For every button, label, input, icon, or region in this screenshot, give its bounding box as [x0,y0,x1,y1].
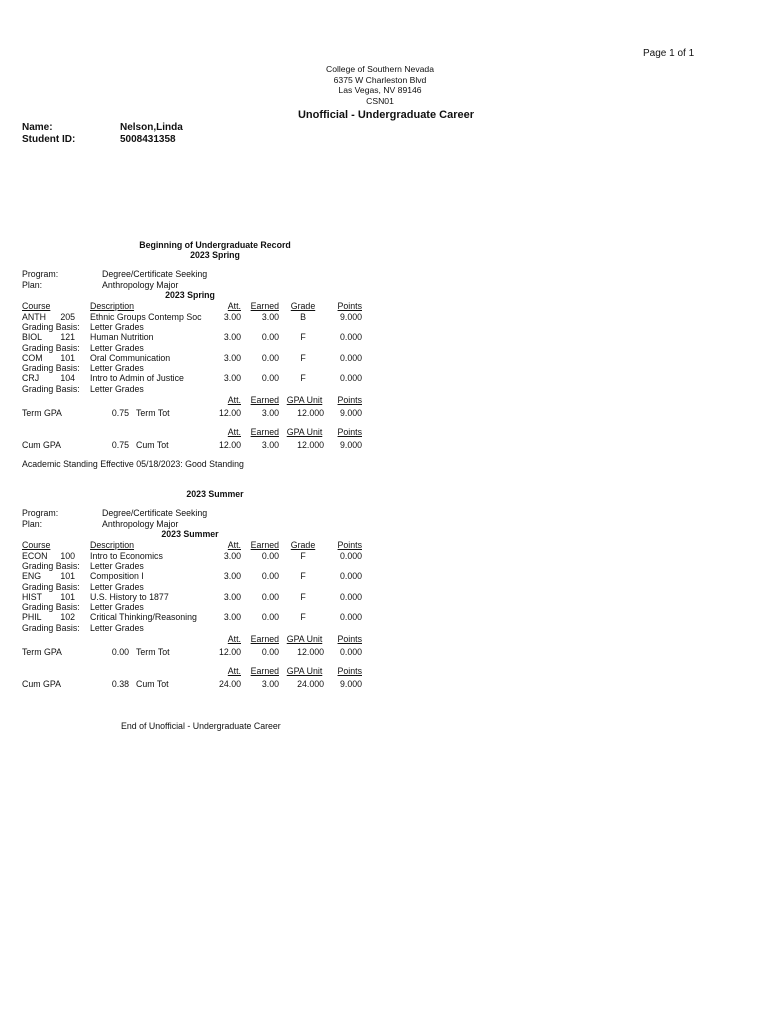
tot-col-earned: Earned [250,394,279,405]
course-description: Oral Communication [90,352,171,363]
course-subject: ENG [22,571,42,581]
col-course: Course [22,540,51,550]
course-number: 101 [60,571,75,581]
course-earned: 0.00 [261,550,279,561]
grading-basis-value: Letter Grades [90,622,144,633]
tot-col-points: Points [337,394,362,405]
col-earned: Earned [250,540,279,550]
page-number: Page 1 of 1 [643,48,695,59]
cum-tot-earned: 3.00 [261,439,279,450]
course-earned: 0.00 [261,352,279,363]
grading-basis-value: Letter Grades [90,602,144,612]
document-title: Unofficial - Undergraduate Career [297,109,475,121]
record-begin: Beginning of Undergraduate Record [139,240,291,250]
cum-col-points: Points [337,426,362,437]
grading-basis-value: Letter Grades [90,383,144,394]
course-att: 3.00 [223,591,241,602]
course-number: 102 [60,612,75,622]
end-of-record: End of Unofficial - Undergraduate Career [121,721,281,731]
term-gpa-label: Term GPA [22,407,62,418]
institution-address-line1: 6375 W Charleston Blvd [333,74,427,85]
course-grade: F [300,591,306,602]
col-earned: Earned [250,301,279,311]
grading-basis-label: Grading Basis: [22,622,80,633]
tot-col-att: Att. [227,633,241,644]
cum-tot-att: 24.00 [218,678,241,689]
cum-col-gpa-unit: GPA Unit [286,665,323,676]
name-label: Name: [22,122,53,133]
cum-col-gpa-unit: GPA Unit [286,426,323,437]
tot-col-points: Points [337,633,362,644]
cum-gpa-value: 0.75 [111,439,129,450]
course-grade: F [300,373,306,383]
grading-basis-label: Grading Basis: [22,561,80,571]
course-grade: F [300,550,306,561]
col-course: Course [22,301,51,311]
col-att: Att. [227,301,241,311]
tot-col-earned: Earned [250,633,279,644]
term-subheading: 2023 Summer [161,529,219,539]
cum-gpa-label: Cum GPA [22,678,61,689]
course-number: 205 [60,311,75,322]
cum-col-earned: Earned [250,426,279,437]
student-id: 5008431358 [120,134,176,145]
term-tot-points: 9.000 [339,407,362,418]
course-points: 0.000 [339,571,362,581]
grading-basis-label: Grading Basis: [22,342,80,353]
term-heading: 2023 Summer [186,489,244,499]
cum-tot-att: 12.00 [218,439,241,450]
course-att: 3.00 [223,352,241,363]
course-subject: PHIL [22,612,42,622]
course-points: 0.000 [339,591,362,602]
cum-tot-gpa-unit: 12.000 [297,439,324,450]
col-points: Points [337,301,362,311]
course-description: Critical Thinking/Reasoning [90,612,197,622]
course-description: Human Nutrition [90,332,154,342]
institution-name: College of Southern Nevada [326,64,434,74]
course-description: U.S. History to 1877 [90,591,169,602]
course-earned: 0.00 [261,591,279,602]
plan-value: Anthropology Major [102,279,179,290]
term-tot-gpa-unit: 12.000 [297,407,324,418]
course-grade: F [300,352,306,363]
course-earned: 0.00 [261,373,279,383]
term-gpa-value: 0.75 [111,407,129,418]
grading-basis-value: Letter Grades [90,363,144,373]
course-grade: F [300,332,306,342]
col-grade: Grade [290,301,316,311]
course-att: 3.00 [223,550,241,561]
tot-col-gpa-unit: GPA Unit [286,394,323,405]
program-value: Degree/Certificate Seeking [102,269,208,279]
student-name: Nelson,Linda [120,122,183,133]
course-points: 0.000 [339,352,362,363]
course-description: Ethnic Groups Contemp Soc [90,311,202,322]
academic-standing: Academic Standing Effective 05/18/2023: Good Standing [22,458,244,469]
cum-gpa-value: 0.38 [111,678,129,689]
grading-basis-label: Grading Basis: [22,363,80,373]
course-earned: 3.00 [261,311,279,322]
col-att: Att. [227,540,241,550]
cum-gpa-label: Cum GPA [22,439,61,450]
course-description: Intro to Admin of Justice [90,373,184,383]
course-number: 100 [60,550,75,561]
course-points: 0.000 [339,332,362,342]
course-att: 3.00 [223,332,241,342]
grading-basis-value: Letter Grades [90,322,144,332]
program-label: Program: [22,508,59,518]
institution-code: CSN01 [366,95,394,106]
course-att: 3.00 [223,571,241,581]
course-subject: HIST [22,591,43,602]
grading-basis-value: Letter Grades [90,561,144,571]
course-grade: F [300,612,306,622]
cum-tot-points: 9.000 [339,439,362,450]
course-subject: CRJ [22,373,40,383]
term-gpa-label: Term GPA [22,646,62,657]
course-number: 121 [60,332,75,342]
cum-col-att: Att. [227,426,241,437]
course-att: 3.00 [223,612,241,622]
term-tot-earned: 3.00 [261,407,279,418]
plan-label: Plan: [22,518,43,529]
grading-basis-value: Letter Grades [90,581,144,592]
cum-col-att: Att. [227,665,241,676]
term-gpa-value: 0.00 [111,646,129,657]
grading-basis-label: Grading Basis: [22,322,80,332]
term-tot-label: Term Tot [136,646,170,657]
program-value: Degree/Certificate Seeking [102,508,208,518]
plan-label: Plan: [22,279,43,290]
tot-col-att: Att. [227,394,241,405]
col-description: Description [90,540,135,550]
course-att: 3.00 [223,373,241,383]
course-earned: 0.00 [261,571,279,581]
grading-basis-value: Letter Grades [90,342,144,353]
cum-col-points: Points [337,665,362,676]
col-points: Points [337,540,362,550]
cum-tot-label: Cum Tot [136,678,169,689]
course-grade: F [300,571,306,581]
cum-tot-earned: 3.00 [261,678,279,689]
term-subheading: 2023 Spring [165,290,215,300]
course-description: Intro to Economics [90,550,163,561]
course-subject: ANTH [22,311,46,322]
grading-basis-label: Grading Basis: [22,383,80,394]
student-id-label: Student ID: [22,134,76,145]
course-subject: ECON [22,550,48,561]
program-label: Program: [22,269,59,279]
course-number: 101 [60,591,75,602]
term-tot-earned: 0.00 [261,646,279,657]
cum-tot-label: Cum Tot [136,439,169,450]
col-grade: Grade [290,540,316,550]
course-subject: COM [22,352,43,363]
col-description: Description [90,301,135,311]
term-tot-att: 12.00 [218,646,241,657]
course-subject: BIOL [22,332,43,342]
course-points: 0.000 [339,612,362,622]
term-heading: 2023 Spring [190,250,240,260]
course-earned: 0.00 [261,612,279,622]
term-tot-gpa-unit: 12.000 [297,646,324,657]
grading-basis-label: Grading Basis: [22,581,80,592]
cum-tot-points: 9.000 [339,678,362,689]
course-grade: B [300,311,306,322]
course-earned: 0.00 [261,332,279,342]
course-number: 101 [60,352,75,363]
course-description: Composition I [90,571,144,581]
cum-tot-gpa-unit: 24.000 [297,678,324,689]
term-tot-label: Term Tot [136,407,170,418]
course-att: 3.00 [223,311,241,322]
term-tot-att: 12.00 [218,407,241,418]
tot-col-gpa-unit: GPA Unit [286,633,323,644]
course-number: 104 [60,373,75,383]
term-tot-points: 0.000 [339,646,362,657]
course-points: 9.000 [339,311,362,322]
institution-address-line2: Las Vegas, NV 89146 [338,85,422,95]
cum-col-earned: Earned [250,665,279,676]
plan-value: Anthropology Major [102,518,179,529]
course-points: 0.000 [339,373,362,383]
grading-basis-label: Grading Basis: [22,602,80,612]
course-points: 0.000 [339,550,362,561]
